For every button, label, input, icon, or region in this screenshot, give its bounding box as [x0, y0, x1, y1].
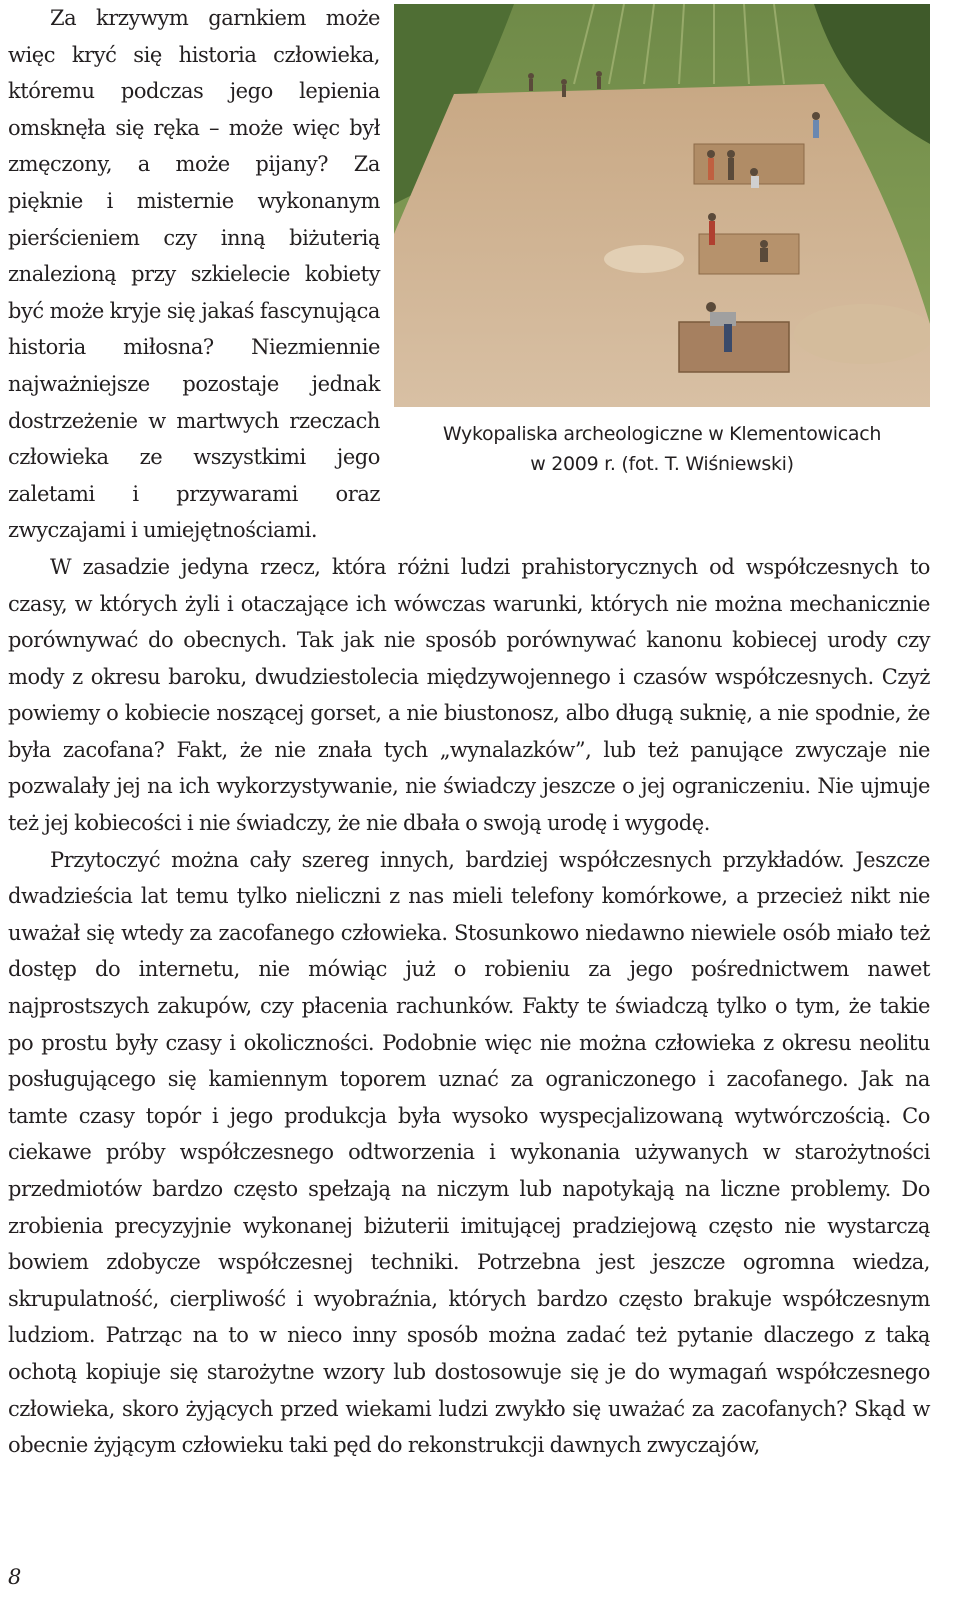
- figure: [394, 4, 930, 475]
- page: [8, 0, 930, 1615]
- caption-line-2: w 2009 r. (fot. T. Wiśniewski): [530, 453, 794, 475]
- caption-line-1: Wykopaliska archeologiczne w Klementowicach: [442, 423, 882, 445]
- paragraph-2: W zasadzie jedyna rzecz, która różni ludzi prahistorycznych od współczesnych to czasy, w których żyli i otaczające ich wówczas warunki, których nie można mechanicznie porównywać do obecnych. Tak jak nie sposób porównywać kanonu kobiecej urody czy mody z okresu baroku, dwudziestolecia międzywojennego i czasów współczesnych. Czyż powiemy o kobiecie noszącej gorset, a nie biustonosz, albo długą suknię, a nie spodnie, że była zacofana? Fakt, że nie znała tych „wynalazków”, lub też panujące zwyczaje nie pozwalały jej na ich wykorzystywanie, nie świadczy jeszcze o jej ograniczeniu. Nie ujmuje też jej kobiecości i nie świadczy, że nie dbała o swoją urodę i wygodę.: [8, 554, 930, 836]
- excavation-photo: [394, 4, 930, 407]
- page-number: 8: [8, 1565, 22, 1589]
- paragraph-1: Za krzywym garnkiem może więc kryć się historia człowieka, któremu podczas jego lepienia omsknęła się ręka – może więc był zmęczony, a może pijany? Za pięknie i misternie wykonanym pierścieniem czy inną biżuterią znalezioną przy szkielecie kobiety być może kryje się jakaś fascynująca historia miłosna? Niezmiennie najważniejsze pozostaje jednak dostrzeżenie w martwych rzeczach człowieka ze wszystkimi jego zaletami i przywarami oraz zwyczajami i umiejętnościami.: [8, 6, 380, 543]
- paragraph-3: Przytoczyć można cały szereg innych, bardziej współczesnych przykładów. Jeszcze dwadzieścia lat temu tylko nieliczni z nas mieli telefony komórkowe, a przecież nikt nie uważał się wtedy za zacofanego człowieka. Stosunkowo niedawno niewiele osób miało też dostęp do internetu, nie mówiąc już o robieniu za jego pośrednictwem nawet najprostszych zakupów, czy płacenia rachunków. Fakty te świadczą tylko o tym, że takie po prostu były czasy i okoliczności. Podobnie więc nie można człowieka z okresu neolitu posługującego się kamiennym toporem uznać za ograniczonego i zacofanego. Jak na tamte czasy topór i jego produkcja była wysoko wyspecjalizowaną wytwórczością. Co ciekawe próby współczesnego odtworzenia i wykonania używanych w starożytności przedmiotów bardzo często spełzają na niczym lub napotykają na liczne problemy. Do zrobienia precyzyjnie wykonanej biżuterii imitującej pradziejową często nie wystarczą bowiem zdobycze współczesnej techniki. Potrzebna jest jeszcze ogromna wiedza, skrupulatność, cierpliwość i wyobraźnia, których bardzo często brakuje współczesnym ludziom. Patrząc na to w nieco inny sposób można zadać też pytanie dlaczego z taką ochotą kopiuje się starożytne wzory lub dostosowuje się je do wymagań współczesnego człowieka, skoro żyjących przed wiekami ludzi zwykło się uważać za zacofanych? Skąd w obecnie żyjącym człowieku taki pęd do rekonstrukcji dawnych zwyczajów,: [8, 847, 930, 1458]
- figure-caption: [394, 419, 930, 479]
